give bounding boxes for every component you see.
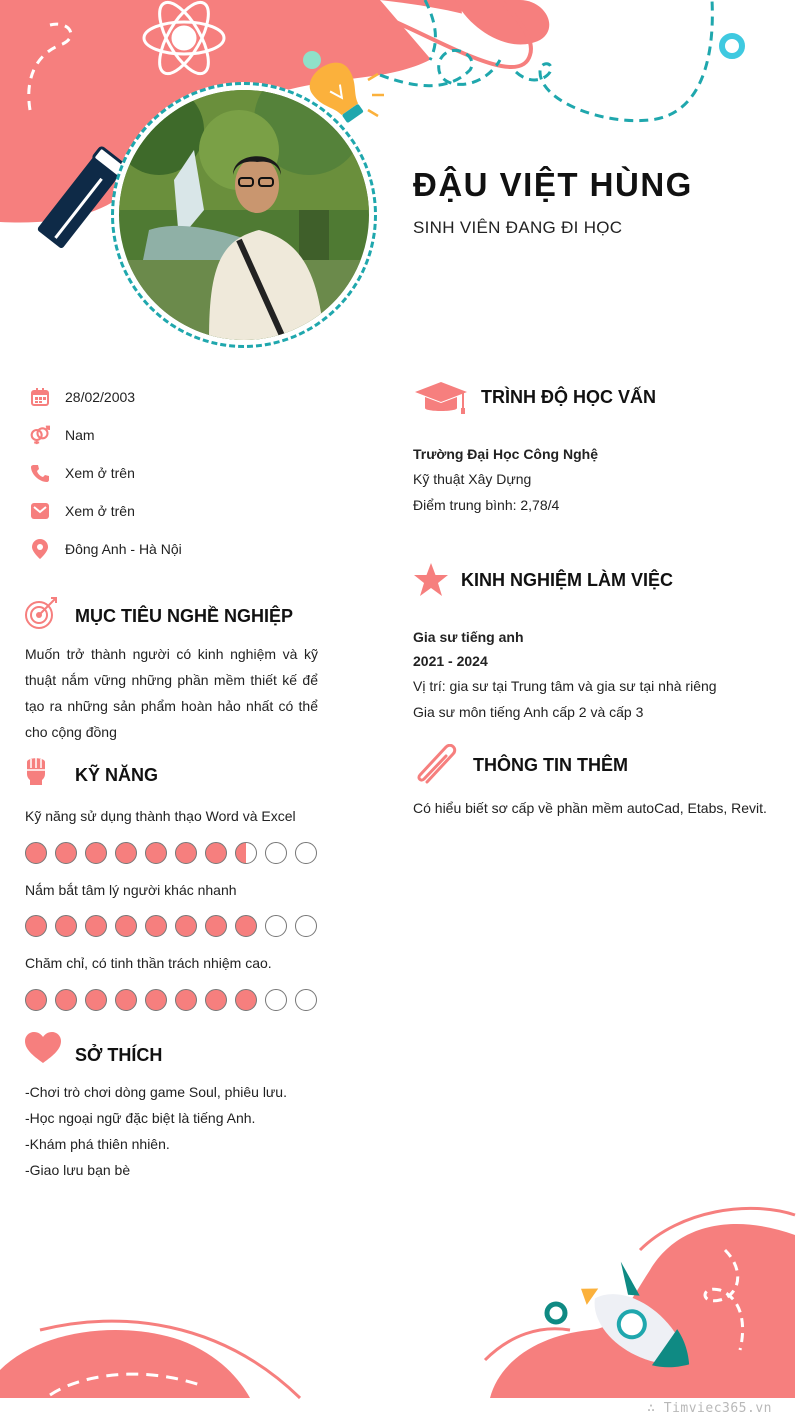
rating-dot bbox=[85, 842, 107, 864]
skills-title: KỸ NĂNG bbox=[75, 765, 159, 785]
gender-icon bbox=[30, 425, 50, 445]
location-pin-icon bbox=[30, 539, 50, 559]
rating-dot bbox=[235, 842, 257, 864]
hobby-item: -Giao lưu bạn bè bbox=[25, 1162, 131, 1178]
rating-dot bbox=[205, 989, 227, 1011]
rating-dot bbox=[175, 989, 197, 1011]
star-icon bbox=[413, 563, 449, 597]
info-address bbox=[30, 537, 182, 561]
skill-name: Nắm bắt tâm lý người khác nhanh bbox=[25, 882, 237, 898]
watermark: ∴ Timviec365.vn bbox=[647, 1401, 772, 1416]
skill-rating bbox=[25, 915, 317, 937]
rating-dot bbox=[55, 915, 77, 937]
rating-dot bbox=[55, 989, 77, 1011]
candidate-name: ĐẬU VIỆT HÙNG bbox=[413, 166, 693, 203]
rating-dot bbox=[145, 842, 167, 864]
major: Kỹ thuật Xây Dựng bbox=[413, 471, 532, 487]
rating-dot bbox=[115, 842, 137, 864]
birthday-value: 28/02/2003 bbox=[65, 389, 136, 405]
objective-text: Muốn trở thành người có kinh nghiệm và kỹ thuật nắm vững những phần mềm thiết kế để tạo ra những sản phẩm hoàn hảo nhất có thể cho cộng đồng bbox=[25, 646, 318, 740]
hobbies-title: SỞ THÍCH bbox=[75, 1045, 163, 1065]
skill-name: Kỹ năng sử dụng thành thạo Word và Excel bbox=[25, 808, 296, 824]
rating-dot bbox=[205, 915, 227, 937]
rating-dot bbox=[265, 842, 287, 864]
gender-value: Nam bbox=[65, 427, 95, 443]
rating-dot bbox=[175, 915, 197, 937]
rating-dot bbox=[85, 915, 107, 937]
education-title: TRÌNH ĐỘ HỌC VẤN bbox=[481, 387, 656, 407]
info-gender bbox=[30, 423, 95, 447]
candidate-role: SINH VIÊN ĐANG ĐI HỌC bbox=[413, 218, 623, 237]
hobby-item: -Khám phá thiên nhiên. bbox=[25, 1136, 170, 1152]
rating-dot bbox=[295, 989, 317, 1011]
skill-name: Chăm chỉ, có tinh thần trách nhiệm cao. bbox=[25, 955, 272, 971]
graduation-cap-icon bbox=[413, 380, 469, 416]
experience-title: KINH NGHIỆM LÀM VIỆC bbox=[461, 570, 674, 590]
rating-dot bbox=[265, 989, 287, 1011]
info-phone bbox=[30, 461, 135, 485]
rating-dot bbox=[85, 989, 107, 1011]
extra-title: THÔNG TIN THÊM bbox=[473, 755, 628, 775]
email-value[interactable]: Xem ở trên bbox=[65, 503, 135, 519]
hobby-item: -Chơi trò chơi dòng game Soul, phiêu lưu. bbox=[25, 1084, 287, 1100]
job-period: 2021 - 2024 bbox=[413, 653, 488, 669]
rating-dot bbox=[55, 842, 77, 864]
rating-dot bbox=[115, 915, 137, 937]
heart-icon bbox=[24, 1032, 62, 1064]
rating-dot bbox=[295, 842, 317, 864]
rating-dot bbox=[265, 915, 287, 937]
phone-value[interactable]: Xem ở trên bbox=[65, 465, 135, 481]
rating-dot bbox=[25, 842, 47, 864]
target-icon bbox=[24, 596, 58, 630]
rating-dot bbox=[115, 989, 137, 1011]
calendar-icon bbox=[30, 387, 50, 407]
email-icon bbox=[30, 501, 50, 521]
info-email bbox=[30, 499, 135, 523]
info-birthday bbox=[30, 385, 136, 409]
phone-icon bbox=[30, 463, 50, 483]
gpa: Điểm trung bình: 2,78/4 bbox=[413, 497, 560, 513]
extra-text: Có hiểu biết sơ cấp về phần mềm autoCad, Etabs, Revit. bbox=[413, 800, 767, 816]
rating-dot bbox=[145, 915, 167, 937]
rating-dot bbox=[145, 989, 167, 1011]
skill-rating bbox=[25, 989, 317, 1011]
rating-dot bbox=[175, 842, 197, 864]
paperclip-icon bbox=[413, 744, 459, 786]
job-position: Vị trí: gia sư tại Trung tâm và gia sư tại nhà riêng bbox=[413, 678, 717, 694]
fist-icon bbox=[24, 754, 48, 786]
rating-dot bbox=[235, 915, 257, 937]
objective-title: MỤC TIÊU NGHỀ NGHIỆP bbox=[75, 606, 294, 626]
rating-dot bbox=[295, 915, 317, 937]
skill-rating bbox=[25, 842, 317, 864]
address-value: Đông Anh - Hà Nội bbox=[65, 541, 182, 557]
rating-dot bbox=[205, 842, 227, 864]
job-title: Gia sư tiếng anh bbox=[413, 629, 524, 645]
hobby-item: -Học ngoại ngữ đặc biệt là tiếng Anh. bbox=[25, 1110, 256, 1126]
rating-dot bbox=[25, 989, 47, 1011]
profile-photo-frame bbox=[111, 82, 377, 348]
rating-dot bbox=[235, 989, 257, 1011]
school-name: Trường Đại Học Công Nghệ bbox=[413, 446, 598, 462]
rating-dot bbox=[25, 915, 47, 937]
profile-photo bbox=[119, 90, 369, 340]
job-detail: Gia sư môn tiếng Anh cấp 2 và cấp 3 bbox=[413, 704, 644, 720]
